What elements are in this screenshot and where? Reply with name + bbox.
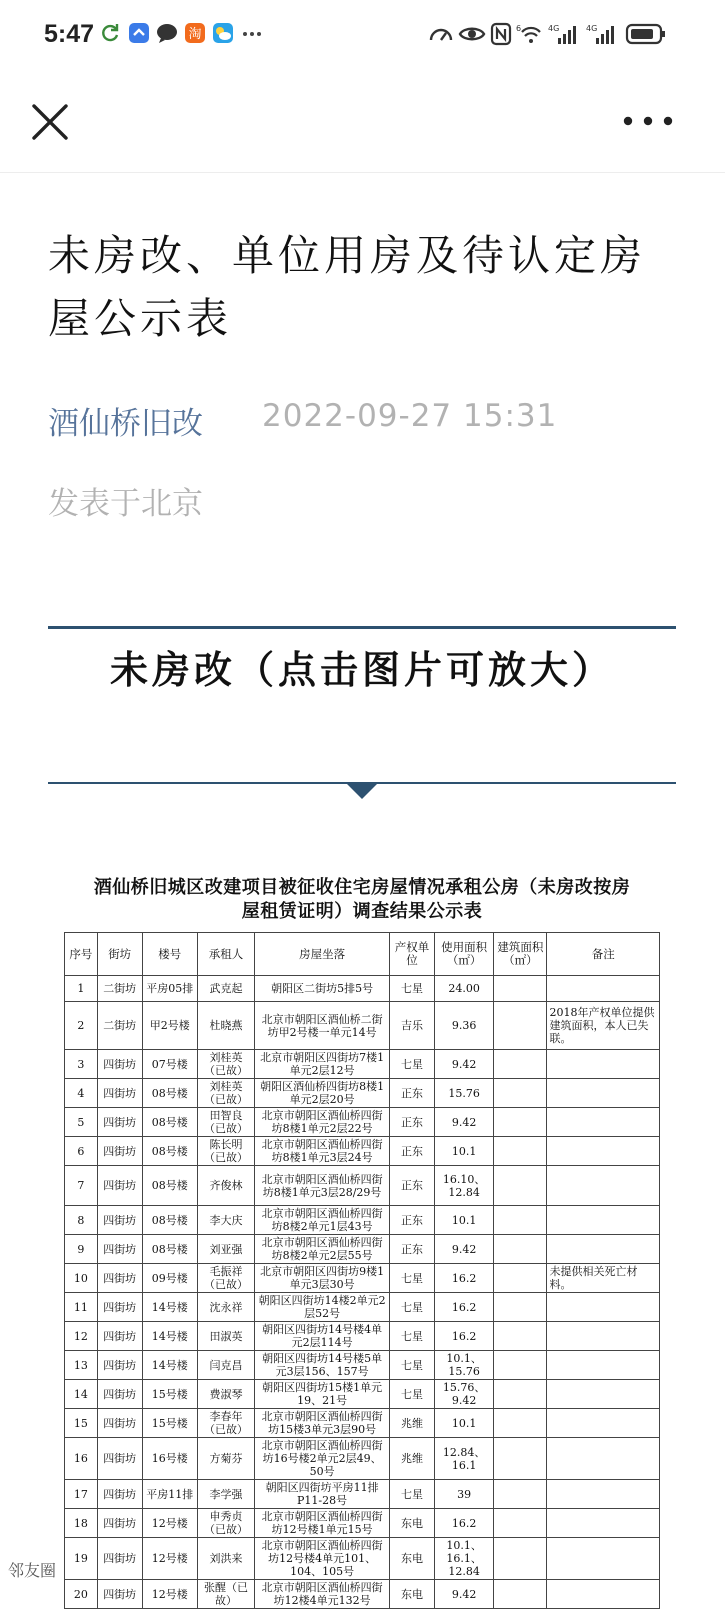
- table-cell: 七星: [390, 1480, 435, 1509]
- table-cell: 9.36: [435, 1002, 494, 1050]
- table-cell: 2018年产权单位提供建筑面积，本人已失联。: [547, 1002, 660, 1050]
- watermark: 邻友圈: [8, 1558, 56, 1581]
- table-row: [65, 1002, 660, 1050]
- table-cell: 正东: [390, 1079, 435, 1108]
- table-cell: [494, 1166, 547, 1206]
- table-cell: 15.76: [435, 1079, 494, 1108]
- table-cell: 东电: [390, 1580, 435, 1609]
- eye-icon: [458, 22, 486, 46]
- table-cell: 平房11排: [142, 1480, 197, 1509]
- table-body: [65, 976, 660, 1609]
- table-cell: 田智良（已故）: [197, 1108, 254, 1137]
- table-cell: [547, 1380, 660, 1409]
- table-cell: 七星: [390, 976, 435, 1002]
- table-cell: 10.1、16.1、12.84: [435, 1538, 494, 1580]
- table-cell: 四街坊: [97, 1509, 142, 1538]
- table-cell: [494, 1538, 547, 1580]
- table-cell: 16号楼: [142, 1438, 197, 1480]
- table-cell: [494, 1108, 547, 1137]
- svg-text:淘: 淘: [188, 27, 202, 42]
- table-cell: 四街坊: [97, 1264, 142, 1293]
- table-cell: 16.2: [435, 1509, 494, 1538]
- table-cell: 北京市朝阳区酒仙桥四街坊8楼1单元3层28/29号: [255, 1166, 390, 1206]
- table-cell: 北京市朝阳区四街坊9楼1单元3层30号: [255, 1264, 390, 1293]
- table-cell: [547, 1322, 660, 1351]
- table-cell: 齐俊林: [197, 1166, 254, 1206]
- table-cell: 朝阳区四街坊平房11排P11-28号: [255, 1480, 390, 1509]
- table-cell: [494, 1079, 547, 1108]
- table-cell: [494, 1235, 547, 1264]
- table-cell: 14号楼: [142, 1293, 197, 1322]
- svg-text:4G: 4G: [586, 24, 598, 33]
- table-cell: 陈长明（已故）: [197, 1137, 254, 1166]
- table-cell: 刘桂英（已故）: [197, 1079, 254, 1108]
- table-cell: 9.42: [435, 1050, 494, 1079]
- table-cell: [547, 1480, 660, 1509]
- table-cell: 张醒（已故）: [197, 1580, 254, 1609]
- table-cell: [547, 1438, 660, 1480]
- table-row: [65, 1580, 660, 1609]
- publish-date: 2022-09-27 15:31: [262, 398, 558, 434]
- table-row: [65, 1264, 660, 1293]
- table-cell: 9: [65, 1235, 98, 1264]
- table-cell: 闫克昌: [197, 1351, 254, 1380]
- table-cell: 四街坊: [97, 1166, 142, 1206]
- table-cell: 四街坊: [97, 1079, 142, 1108]
- table-row: [65, 1380, 660, 1409]
- table-cell: 12.84、16.1: [435, 1438, 494, 1480]
- status-time: 5:47: [44, 20, 95, 48]
- table-row: [65, 1235, 660, 1264]
- chat-icon: [156, 22, 178, 44]
- table-cell: 毛振祥（已故）: [197, 1264, 254, 1293]
- table-cell: 12号楼: [142, 1538, 197, 1580]
- table-column-header: 街坊: [97, 933, 142, 976]
- table-cell: 四街坊: [97, 1322, 142, 1351]
- divider-arrow-icon: [346, 783, 378, 799]
- table-cell: 平房05排: [142, 976, 197, 1002]
- table-row: [65, 1509, 660, 1538]
- table-cell: 15号楼: [142, 1409, 197, 1438]
- table-cell: 正东: [390, 1166, 435, 1206]
- table-row: [65, 1351, 660, 1380]
- table-cell: 田淑英: [197, 1322, 254, 1351]
- table-cell: 杜晓燕: [197, 1002, 254, 1050]
- table-cell: 四街坊: [97, 1206, 142, 1235]
- table-cell: 12: [65, 1322, 98, 1351]
- table-row: [65, 1206, 660, 1235]
- table-cell: 北京市朝阳区酒仙桥四街坊8楼2单元2层55号: [255, 1235, 390, 1264]
- table-cell: 四街坊: [97, 1137, 142, 1166]
- table-cell: [494, 1409, 547, 1438]
- table-cell: 四街坊: [97, 1380, 142, 1409]
- table-cell: 北京市朝阳区酒仙桥四街坊8楼1单元2层22号: [255, 1108, 390, 1137]
- taobao-icon: [184, 22, 206, 44]
- table-cell: 四街坊: [97, 1480, 142, 1509]
- table-column-header: 建筑面积（㎡）: [494, 933, 547, 976]
- table-cell: [547, 1050, 660, 1079]
- table-cell: 4: [65, 1079, 98, 1108]
- table-cell: 四街坊: [97, 1050, 142, 1079]
- table-cell: 北京市朝阳区酒仙桥四街坊8楼2单元1层43号: [255, 1206, 390, 1235]
- table-cell: 七星: [390, 1322, 435, 1351]
- signal-4g-icon-2: [586, 22, 618, 46]
- table-cell: 14号楼: [142, 1322, 197, 1351]
- table-cell: 朝阳区二街坊5排5号: [255, 976, 390, 1002]
- table-cell: 北京市朝阳区酒仙桥四街坊8楼1单元3层24号: [255, 1137, 390, 1166]
- table-row: [65, 1050, 660, 1079]
- table-column-header: 产权单位: [390, 933, 435, 976]
- table-cell: 10.1: [435, 1206, 494, 1235]
- table-row: [65, 1079, 660, 1108]
- table-cell: 16.2: [435, 1264, 494, 1293]
- table-cell: 武克起: [197, 976, 254, 1002]
- table-cell: 10.1、15.76: [435, 1351, 494, 1380]
- table-cell: 甲2号楼: [142, 1002, 197, 1050]
- table-cell: 15: [65, 1409, 98, 1438]
- table-cell: 13: [65, 1351, 98, 1380]
- table-cell: 16.2: [435, 1293, 494, 1322]
- wifi-icon: [516, 22, 546, 46]
- signal-4g-icon: [548, 22, 580, 46]
- publish-location: 发表于北京: [48, 486, 203, 522]
- table-cell: 正东: [390, 1206, 435, 1235]
- table-cell: [547, 1409, 660, 1438]
- table-cell: 10: [65, 1264, 98, 1293]
- table-cell: [547, 1166, 660, 1206]
- article-title: 未房改、单位用房及待认定房屋公示表: [48, 231, 647, 343]
- table-cell: [547, 1509, 660, 1538]
- table-cell: 10.1: [435, 1137, 494, 1166]
- table-cell: 七星: [390, 1264, 435, 1293]
- table-cell: 24.00: [435, 976, 494, 1002]
- table-cell: [547, 1079, 660, 1108]
- table-column-header: 房屋坐落: [255, 933, 390, 976]
- table-cell: 北京市朝阳区酒仙桥二街坊甲2号楼一单元14号: [255, 1002, 390, 1050]
- table-cell: 四街坊: [97, 1409, 142, 1438]
- sync-icon: [100, 22, 120, 44]
- table-cell: 正东: [390, 1235, 435, 1264]
- table-row: [65, 1409, 660, 1438]
- table-cell: 8: [65, 1206, 98, 1235]
- table-column-header: 楼号: [142, 933, 197, 976]
- table-cell: 方菊芬: [197, 1438, 254, 1480]
- table-cell: 朝阳区四街坊14楼2单元2层52号: [255, 1293, 390, 1322]
- table-cell: 39: [435, 1480, 494, 1509]
- table-cell: 07号楼: [142, 1050, 197, 1079]
- table-cell: 19: [65, 1538, 98, 1580]
- table-column-header: 序号: [65, 933, 98, 976]
- table-cell: 刘洪来: [197, 1538, 254, 1580]
- table-cell: 10.1: [435, 1409, 494, 1438]
- table-cell: 9.42: [435, 1108, 494, 1137]
- table-cell: 20: [65, 1580, 98, 1609]
- table-cell: 四街坊: [97, 1293, 142, 1322]
- table-cell: 四街坊: [97, 1580, 142, 1609]
- table-row: [65, 1137, 660, 1166]
- table-cell: 四街坊: [97, 1438, 142, 1480]
- more-notifications-icon: [242, 22, 262, 44]
- table-cell: 北京市朝阳区四街坊7楼1单元2层12号: [255, 1050, 390, 1079]
- table-cell: [494, 1264, 547, 1293]
- table-cell: 正东: [390, 1137, 435, 1166]
- table-cell: [547, 1580, 660, 1609]
- table-cell: 9.42: [435, 1235, 494, 1264]
- table-row: [65, 1438, 660, 1480]
- table-cell: [494, 1509, 547, 1538]
- table-cell: [547, 1538, 660, 1580]
- table-cell: 5: [65, 1108, 98, 1137]
- table-cell: 四街坊: [97, 1351, 142, 1380]
- table-cell: 09号楼: [142, 1264, 197, 1293]
- table-cell: 08号楼: [142, 1235, 197, 1264]
- table-cell: 08号楼: [142, 1137, 197, 1166]
- table-cell: 北京市朝阳区酒仙桥四街坊16号楼2单元2层49、50号: [255, 1438, 390, 1480]
- table-column-header: 承租人: [197, 933, 254, 976]
- table-cell: [547, 1293, 660, 1322]
- table-cell: 李学强: [197, 1480, 254, 1509]
- table-cell: 四街坊: [97, 1538, 142, 1580]
- document-table: [64, 932, 660, 1609]
- table-row: [65, 976, 660, 1002]
- table-cell: [547, 1206, 660, 1235]
- table-cell: 14: [65, 1380, 98, 1409]
- battery-icon: [626, 22, 666, 46]
- table-cell: [494, 1580, 547, 1609]
- table-cell: 7: [65, 1166, 98, 1206]
- table-cell: [547, 976, 660, 1002]
- table-cell: [494, 1480, 547, 1509]
- table-cell: 11: [65, 1293, 98, 1322]
- table-cell: 北京市朝阳区酒仙桥四街坊12号楼4单元101、104、105号: [255, 1538, 390, 1580]
- weather-icon: [212, 22, 234, 44]
- table-row: [65, 1166, 660, 1206]
- table-cell: 18: [65, 1509, 98, 1538]
- table-cell: 正东: [390, 1108, 435, 1137]
- table-cell: 李大庆: [197, 1206, 254, 1235]
- nav-bar: [0, 72, 725, 173]
- table-cell: 16.10、12.84: [435, 1166, 494, 1206]
- table-cell: [494, 1002, 547, 1050]
- table-cell: [494, 1137, 547, 1166]
- svg-text:6: 6: [516, 24, 522, 33]
- document-title-line-2: 屋租赁证明）调查结果公示表: [241, 901, 483, 922]
- table-cell: 四街坊: [97, 1235, 142, 1264]
- table-cell: 08号楼: [142, 1166, 197, 1206]
- table-cell: 兆维: [390, 1438, 435, 1480]
- table-cell: 七星: [390, 1293, 435, 1322]
- table-cell: 东电: [390, 1538, 435, 1580]
- table-cell: 12号楼: [142, 1509, 197, 1538]
- table-cell: 兆维: [390, 1409, 435, 1438]
- table-cell: 15号楼: [142, 1380, 197, 1409]
- table-cell: 七星: [390, 1380, 435, 1409]
- table-row: [65, 1538, 660, 1580]
- table-cell: 16.2: [435, 1322, 494, 1351]
- table-cell: 16: [65, 1438, 98, 1480]
- table-cell: 李春年（已故）: [197, 1409, 254, 1438]
- table-cell: 吉乐: [390, 1002, 435, 1050]
- table-row: [65, 1293, 660, 1322]
- section-heading: 未房改（点击图片可放大）: [109, 648, 614, 692]
- table-cell: [494, 1322, 547, 1351]
- table-cell: 北京市朝阳区酒仙桥四街坊15楼3单元3层90号: [255, 1409, 390, 1438]
- table-cell: 2: [65, 1002, 98, 1050]
- table-cell: 9.42: [435, 1580, 494, 1609]
- table-cell: 08号楼: [142, 1079, 197, 1108]
- table-cell: 朝阳区四街坊14号楼4单元2层114号: [255, 1322, 390, 1351]
- table-cell: 刘桂英（已故）: [197, 1050, 254, 1079]
- table-column-header: 备注: [547, 933, 660, 976]
- table-cell: [494, 1438, 547, 1480]
- table-cell: 12号楼: [142, 1580, 197, 1609]
- table-cell: 二街坊: [97, 1002, 142, 1050]
- document-title: [60, 876, 664, 924]
- document-image[interactable]: [60, 870, 664, 1607]
- table-cell: 1: [65, 976, 98, 1002]
- table-cell: 6: [65, 1137, 98, 1166]
- app-blue-icon: [128, 22, 150, 44]
- status-bar: [0, 0, 725, 72]
- table-cell: [494, 1050, 547, 1079]
- document-title-line-1: 酒仙桥旧城区改建项目被征收住宅房屋情况承租公房（未房改按房: [93, 877, 631, 898]
- table-cell: 沈永祥: [197, 1293, 254, 1322]
- table-cell: 14号楼: [142, 1351, 197, 1380]
- table-cell: 刘亚强: [197, 1235, 254, 1264]
- table-cell: [547, 1235, 660, 1264]
- nfc-icon: [490, 22, 512, 46]
- table-cell: 15.76、9.42: [435, 1380, 494, 1409]
- table-cell: 朝阳区四街坊14号楼5单元3层156、157号: [255, 1351, 390, 1380]
- table-cell: [494, 976, 547, 1002]
- table-cell: [494, 1351, 547, 1380]
- table-row: [65, 1322, 660, 1351]
- table-row: [65, 1108, 660, 1137]
- table-cell: 北京市朝阳区酒仙桥四街坊12楼4单元132号: [255, 1580, 390, 1609]
- table-cell: 东电: [390, 1509, 435, 1538]
- table-cell: 二街坊: [97, 976, 142, 1002]
- speed-gauge-icon: [428, 22, 454, 46]
- table-cell: 七星: [390, 1351, 435, 1380]
- more-options-icon[interactable]: [618, 96, 678, 146]
- table-cell: 七星: [390, 1050, 435, 1079]
- table-cell: 北京市朝阳区酒仙桥四街坊12号楼1单元15号: [255, 1509, 390, 1538]
- table-cell: [547, 1351, 660, 1380]
- table-cell: [547, 1137, 660, 1166]
- table-cell: [494, 1206, 547, 1235]
- table-header-row: [65, 933, 660, 976]
- close-icon[interactable]: [22, 94, 78, 150]
- table-cell: 08号楼: [142, 1206, 197, 1235]
- table-cell: 朝阳区酒仙桥四街坊8楼1单元2层20号: [255, 1079, 390, 1108]
- table-cell: 3: [65, 1050, 98, 1079]
- svg-text:4G: 4G: [548, 24, 560, 33]
- table-column-header: 使用面积（㎡）: [435, 933, 494, 976]
- table-cell: 申秀贞（已故）: [197, 1509, 254, 1538]
- table-cell: [547, 1108, 660, 1137]
- table-cell: 17: [65, 1480, 98, 1509]
- table-cell: 费淑琴: [197, 1380, 254, 1409]
- table-cell: [494, 1293, 547, 1322]
- author-link[interactable]: 酒仙桥旧改: [48, 406, 203, 442]
- table-cell: 未提供相关死亡材料。: [547, 1264, 660, 1293]
- table-row: [65, 1480, 660, 1509]
- table-cell: 朝阳区四街坊15楼1单元19、21号: [255, 1380, 390, 1409]
- table-cell: 四街坊: [97, 1108, 142, 1137]
- table-cell: [494, 1380, 547, 1409]
- table-cell: 08号楼: [142, 1108, 197, 1137]
- section-divider-top: [48, 626, 676, 629]
